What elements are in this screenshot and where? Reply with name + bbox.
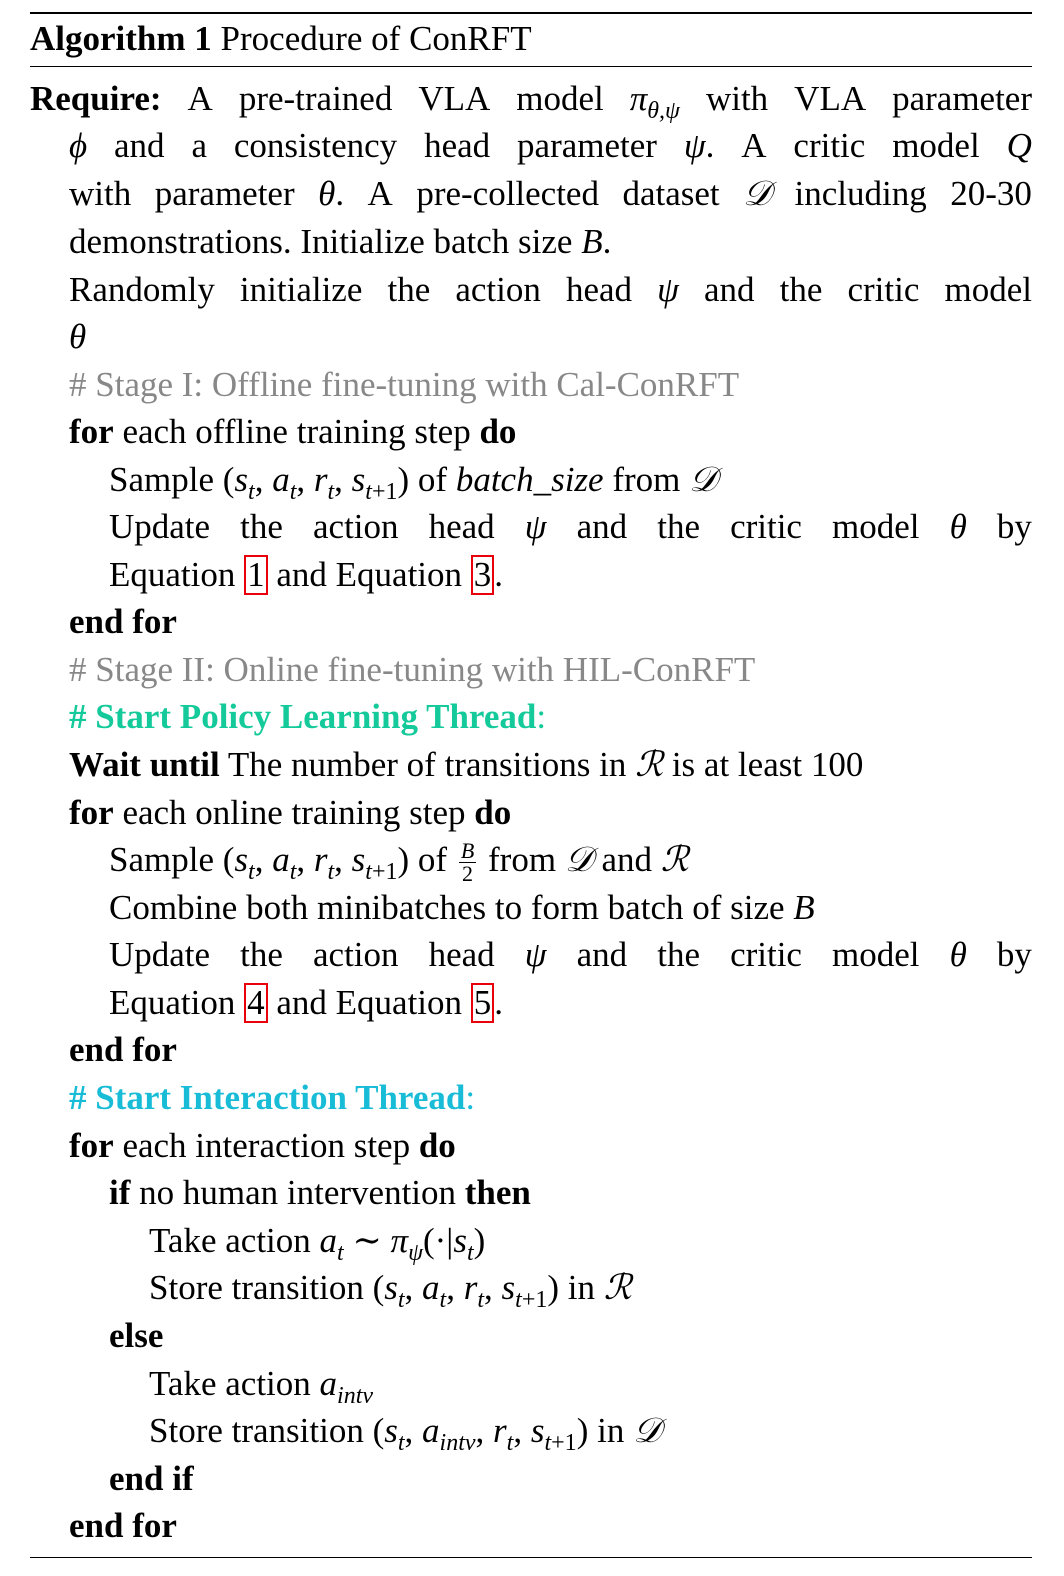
policy-thread-label: # Start Policy Learning Thread	[69, 697, 537, 736]
word: 20-30	[950, 174, 1032, 213]
word: VLA	[794, 79, 867, 118]
end-for-keyword: end for	[69, 1030, 177, 1069]
init-line	[69, 268, 1032, 312]
frac-numerator: B	[460, 838, 475, 864]
stage1-sample: Sample ($s_t$, $a_t$, $r_t$, $s_{t+1}$) of batch_size from 𝒟	[109, 460, 718, 505]
word: critic	[847, 270, 920, 309]
word: action	[313, 935, 399, 974]
word: and	[576, 507, 628, 546]
stage2-equations: Equation 4 and Equation 5.	[109, 983, 504, 1022]
word: ψ.	[683, 126, 715, 165]
word: θ	[949, 507, 967, 546]
equation-ref-link[interactable]: 3	[471, 555, 495, 595]
word: critic	[730, 507, 802, 546]
eq-mid: and Equation	[276, 555, 463, 594]
eq-mid: and Equation	[276, 983, 463, 1022]
word: and	[576, 935, 628, 974]
word: Randomly	[69, 270, 215, 309]
interaction-for	[69, 1124, 456, 1168]
require-line-3	[69, 172, 1032, 216]
eq-prefix: Equation	[109, 983, 236, 1022]
word: head	[428, 935, 495, 974]
init-line-cont: θ	[69, 317, 87, 356]
stage2-sample: Sample ($s_t$, $a_t$, $r_t$, $s_{t+1}$) of $\frac{B}{2}$ from 𝒟 and ℛ	[109, 838, 689, 887]
for-keyword: for	[69, 412, 114, 451]
word: the	[240, 507, 283, 546]
stage1-comment: # Stage I: Offline fine-tuning with Cal-ConRFT	[69, 365, 740, 404]
word: initialize	[239, 270, 363, 309]
else-keyword: else	[109, 1316, 164, 1355]
word: parameter	[154, 174, 295, 213]
do-keyword: do	[479, 412, 517, 451]
algorithm-title: Procedure of ConRFT	[220, 19, 532, 58]
word: θ.	[318, 174, 345, 213]
word: A	[741, 126, 767, 165]
word: the	[657, 507, 700, 546]
stage2-for	[69, 791, 511, 835]
word: including	[794, 174, 927, 213]
word: model	[832, 935, 920, 974]
fraction	[459, 840, 476, 885]
bottom-rule	[30, 1557, 1032, 1558]
word: model	[892, 126, 980, 165]
word: and	[703, 270, 755, 309]
equation-ref-link[interactable]: 5	[471, 983, 495, 1023]
interaction-thread-label: # Start Interaction Thread	[69, 1078, 466, 1117]
word: ϕ	[69, 126, 88, 165]
word: the	[779, 270, 823, 309]
word: parameter	[892, 79, 1032, 118]
end-if-keyword: end if	[109, 1459, 194, 1498]
word: pre-collected	[416, 174, 599, 213]
top-rule	[30, 12, 1032, 14]
word: Update	[109, 935, 211, 974]
word: A	[187, 79, 213, 118]
end-if-line	[109, 1457, 194, 1501]
store-transition-demo: Store transition ($s_t$, $a_{intv}$, $r_t$, $s_{t+1}$) in 𝒟	[149, 1411, 662, 1456]
word: ψ	[524, 935, 547, 974]
equation-ref-link[interactable]: 4	[244, 983, 268, 1023]
eq-prefix: Equation	[109, 555, 236, 594]
word: consistency	[233, 126, 398, 165]
word: head	[428, 507, 495, 546]
end-for-keyword: end for	[69, 602, 177, 641]
word: pre-trained	[238, 79, 393, 118]
word: model	[516, 79, 604, 118]
word: action	[313, 507, 399, 546]
do-keyword: do	[474, 793, 512, 832]
if-line	[109, 1171, 531, 1215]
stage2-combine: Combine both minibatches to form batch of size B	[109, 888, 815, 927]
word: head	[424, 126, 491, 165]
for-keyword: for	[69, 793, 114, 832]
for-text: each offline training step	[122, 412, 471, 451]
then-keyword: then	[464, 1173, 531, 1212]
word: θ	[949, 935, 967, 974]
interaction-end-for	[69, 1504, 177, 1548]
stage2-end-for	[69, 1028, 177, 1072]
stage1-end-for	[69, 600, 177, 644]
for-keyword: for	[69, 1126, 114, 1165]
word: VLA	[418, 79, 491, 118]
algorithm-label: Algorithm 1	[30, 19, 212, 58]
policy-thread-comment: # Start Policy Learning Thread:	[69, 697, 547, 736]
word: with	[69, 174, 132, 213]
word: critic	[730, 935, 802, 974]
word: ψ	[657, 270, 679, 309]
for-text: each online training step	[122, 793, 466, 832]
word: model	[832, 507, 920, 546]
require-line-1	[30, 77, 1032, 124]
require-line-4: demonstrations. Initialize batch size B.	[69, 222, 612, 261]
require-keyword: Require:	[30, 79, 162, 118]
word: critic	[793, 126, 866, 165]
interaction-thread-comment: # Start Interaction Thread:	[69, 1078, 476, 1117]
take-action-policy: Take action $a_t$ ∼ $\pi_\psi(\cdot|s_t)$	[149, 1221, 486, 1266]
equation-ref-link[interactable]: 1	[244, 555, 268, 595]
word: the	[240, 935, 283, 974]
do-keyword: do	[418, 1126, 456, 1165]
algorithm-caption	[30, 16, 532, 62]
word: dataset	[622, 174, 720, 213]
word: the	[387, 270, 431, 309]
word: a	[191, 126, 207, 165]
else-line	[109, 1314, 163, 1358]
word: 𝒟	[743, 174, 772, 214]
stage2-update	[109, 933, 1032, 977]
store-transition-replay: Store transition ($s_t$, $a_t$, $r_t$, $s_{t+1}$) in ℛ	[149, 1268, 632, 1313]
caption-rule	[30, 66, 1032, 67]
stage1-for	[69, 410, 516, 454]
wait-until-line: Wait until The number of transitions in ℛ is at least 100	[69, 745, 864, 785]
word: and	[114, 126, 165, 165]
word: A	[367, 174, 393, 213]
word: head	[565, 270, 633, 309]
word: with	[705, 79, 769, 118]
if-keyword: if	[109, 1173, 131, 1212]
word: parameter	[517, 126, 657, 165]
word: Update	[109, 507, 211, 546]
stage1-update	[109, 505, 1032, 549]
word: action	[455, 270, 541, 309]
if-text: no human intervention	[139, 1173, 457, 1212]
word: by	[996, 935, 1032, 974]
wait-keyword: Wait until	[69, 745, 220, 784]
word: by	[996, 507, 1032, 546]
word: ψ	[524, 507, 547, 546]
stage1-equations: Equation 1 and Equation 3.	[109, 555, 504, 594]
word: Q	[1006, 126, 1032, 165]
stage2-comment: # Stage II: Online fine-tuning with HIL-ConRFT	[69, 650, 756, 689]
word: $\pi_{\theta,\psi}$	[629, 79, 680, 124]
word: model	[944, 270, 1032, 309]
for-text: each interaction step	[122, 1126, 411, 1165]
word: the	[657, 935, 700, 974]
end-for-keyword: end for	[69, 1506, 177, 1545]
frac-denominator: 2	[462, 861, 474, 887]
require-line-2	[69, 124, 1032, 168]
take-action-intervention: Take action $a_{intv}$	[149, 1364, 374, 1409]
